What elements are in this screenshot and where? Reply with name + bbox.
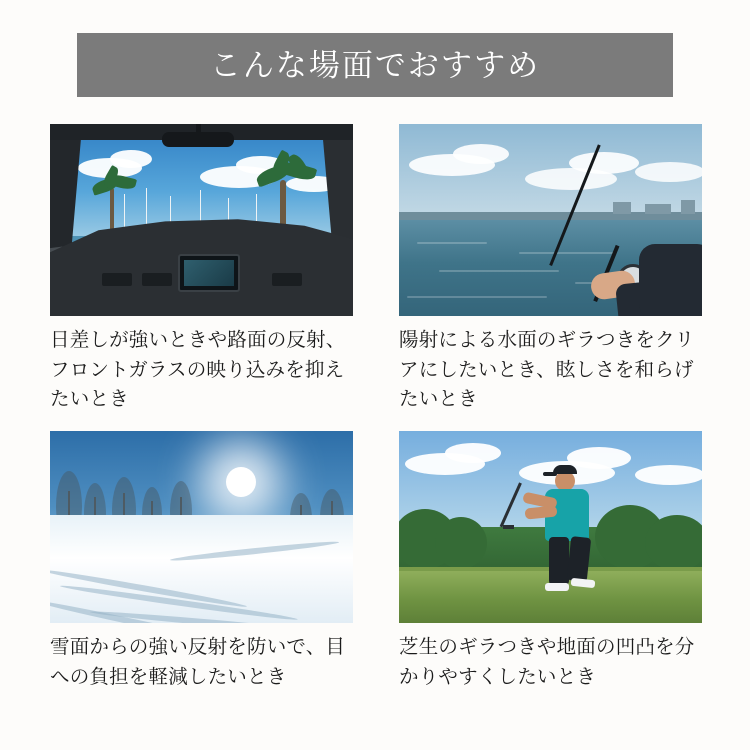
golf-photo — [399, 431, 702, 623]
wave-line — [417, 242, 487, 244]
air-vent — [142, 273, 172, 286]
cloud-shape — [445, 443, 501, 463]
use-case-caption: 日差しが強いときや路面の反射、フロントガラスの映り込みを抑えたいとき — [50, 329, 346, 411]
use-case-caption: 芝生のギラつきや地面の凹凸を分かりやすくしたいとき — [399, 635, 695, 688]
cloud-shape — [453, 144, 509, 164]
golfer-leg — [549, 537, 569, 585]
cloud-shape — [635, 465, 702, 485]
navigation-screen — [178, 254, 240, 292]
use-case-golf — [399, 431, 702, 692]
wave-line — [407, 296, 547, 298]
section-header-banner — [77, 33, 673, 97]
distant-building — [613, 202, 631, 214]
tree — [645, 515, 702, 571]
fishing-photo — [399, 124, 702, 316]
driving-photo — [50, 124, 353, 316]
cloud-shape — [569, 152, 639, 174]
use-case-caption: 陽射による水面のギラつきをクリアにしたいとき、眩しさを和らげたいとき — [399, 329, 695, 411]
sun — [226, 467, 256, 497]
cloud-shape — [567, 447, 631, 469]
air-vent — [102, 273, 132, 286]
distant-building — [645, 204, 671, 214]
snow-photo — [50, 431, 353, 623]
cloud-shape — [635, 162, 702, 182]
golf-shoe — [545, 583, 569, 591]
wave-line — [519, 252, 615, 254]
use-case-caption: 雪面からの強い反射を防いで、目への負担を軽減したいとき — [50, 635, 346, 688]
wave-line — [439, 270, 559, 272]
cloud-shape — [110, 150, 152, 168]
page-title: こんな場面でおすすめ — [209, 47, 541, 83]
use-case-grid — [50, 124, 702, 692]
tree — [435, 517, 487, 569]
use-case-snow — [50, 431, 353, 692]
golf-club-head — [503, 525, 514, 529]
distant-building — [681, 200, 695, 214]
golfer-head — [555, 471, 575, 491]
rearview-mirror — [162, 132, 234, 147]
use-case-driving — [50, 124, 353, 415]
angler-body — [639, 244, 702, 316]
air-vent — [272, 273, 302, 286]
use-case-fishing — [399, 124, 702, 415]
golfer-cap-brim — [543, 472, 557, 476]
